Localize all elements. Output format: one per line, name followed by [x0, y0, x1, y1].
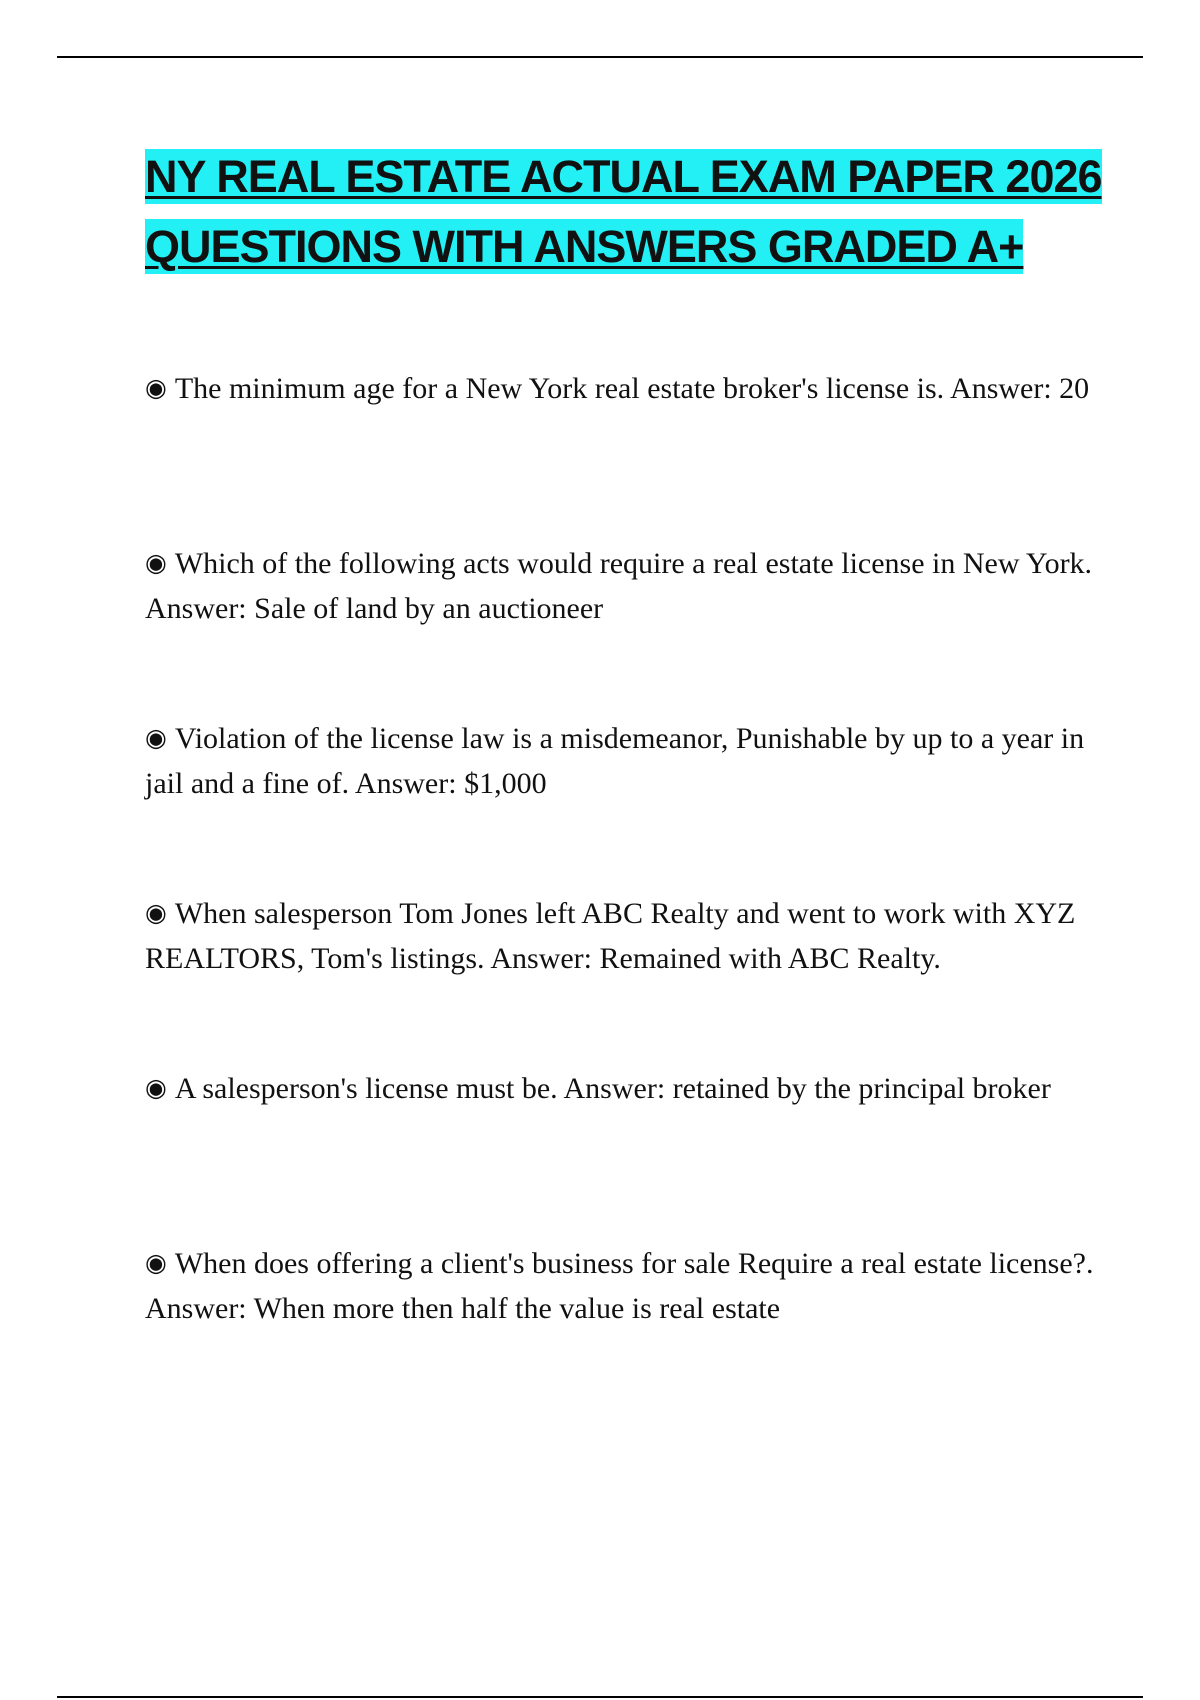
question-text: Violation of the license law is a misdemeanor, Punishable by up to a year in jail and a fine of. Answer: $1,000: [145, 722, 1085, 800]
footer-rule: [57, 1696, 1143, 1698]
page-title-line-2: QUESTIONS WITH ANSWERS GRADED A+: [145, 221, 1024, 272]
page-title: [145, 142, 1105, 282]
bullet-icon: ◉: [145, 373, 167, 402]
question-item-6: [145, 1240, 1105, 1372]
bullet-icon: ◉: [145, 548, 167, 577]
page-title-line-1: NY REAL ESTATE ACTUAL EXAM PAPER 2026: [145, 151, 1102, 202]
question-text: Which of the following acts would require a real estate license in New York. Answer: Sale of land by an auctioneer: [145, 547, 1093, 625]
question-item-5: [145, 1065, 1105, 1197]
bullet-icon: ◉: [145, 723, 167, 752]
question-text: A salesperson's license must be. Answer: retained by the principal broker: [174, 1072, 1051, 1105]
question-text: The minimum age for a New York real estate broker's license is. Answer: 20: [174, 372, 1090, 405]
question-item-2: [145, 540, 1105, 672]
question-item-1: [145, 365, 1105, 497]
question-item-4: [145, 890, 1105, 1022]
bullet-icon: ◉: [145, 898, 167, 927]
bullet-icon: ◉: [145, 1073, 167, 1102]
question-item-3: [145, 715, 1105, 847]
bullet-icon: ◉: [145, 1248, 167, 1277]
question-text: When does offering a client's business for sale Require a real estate license?. Answer: When more then half the value is real estate: [145, 1247, 1094, 1325]
header-rule: [57, 56, 1143, 58]
question-text: When salesperson Tom Jones left ABC Realty and went to work with XYZ REALTORS, Tom's listings. Answer: Remained with ABC Realty.: [145, 897, 1076, 975]
question-list: [145, 365, 1105, 1415]
